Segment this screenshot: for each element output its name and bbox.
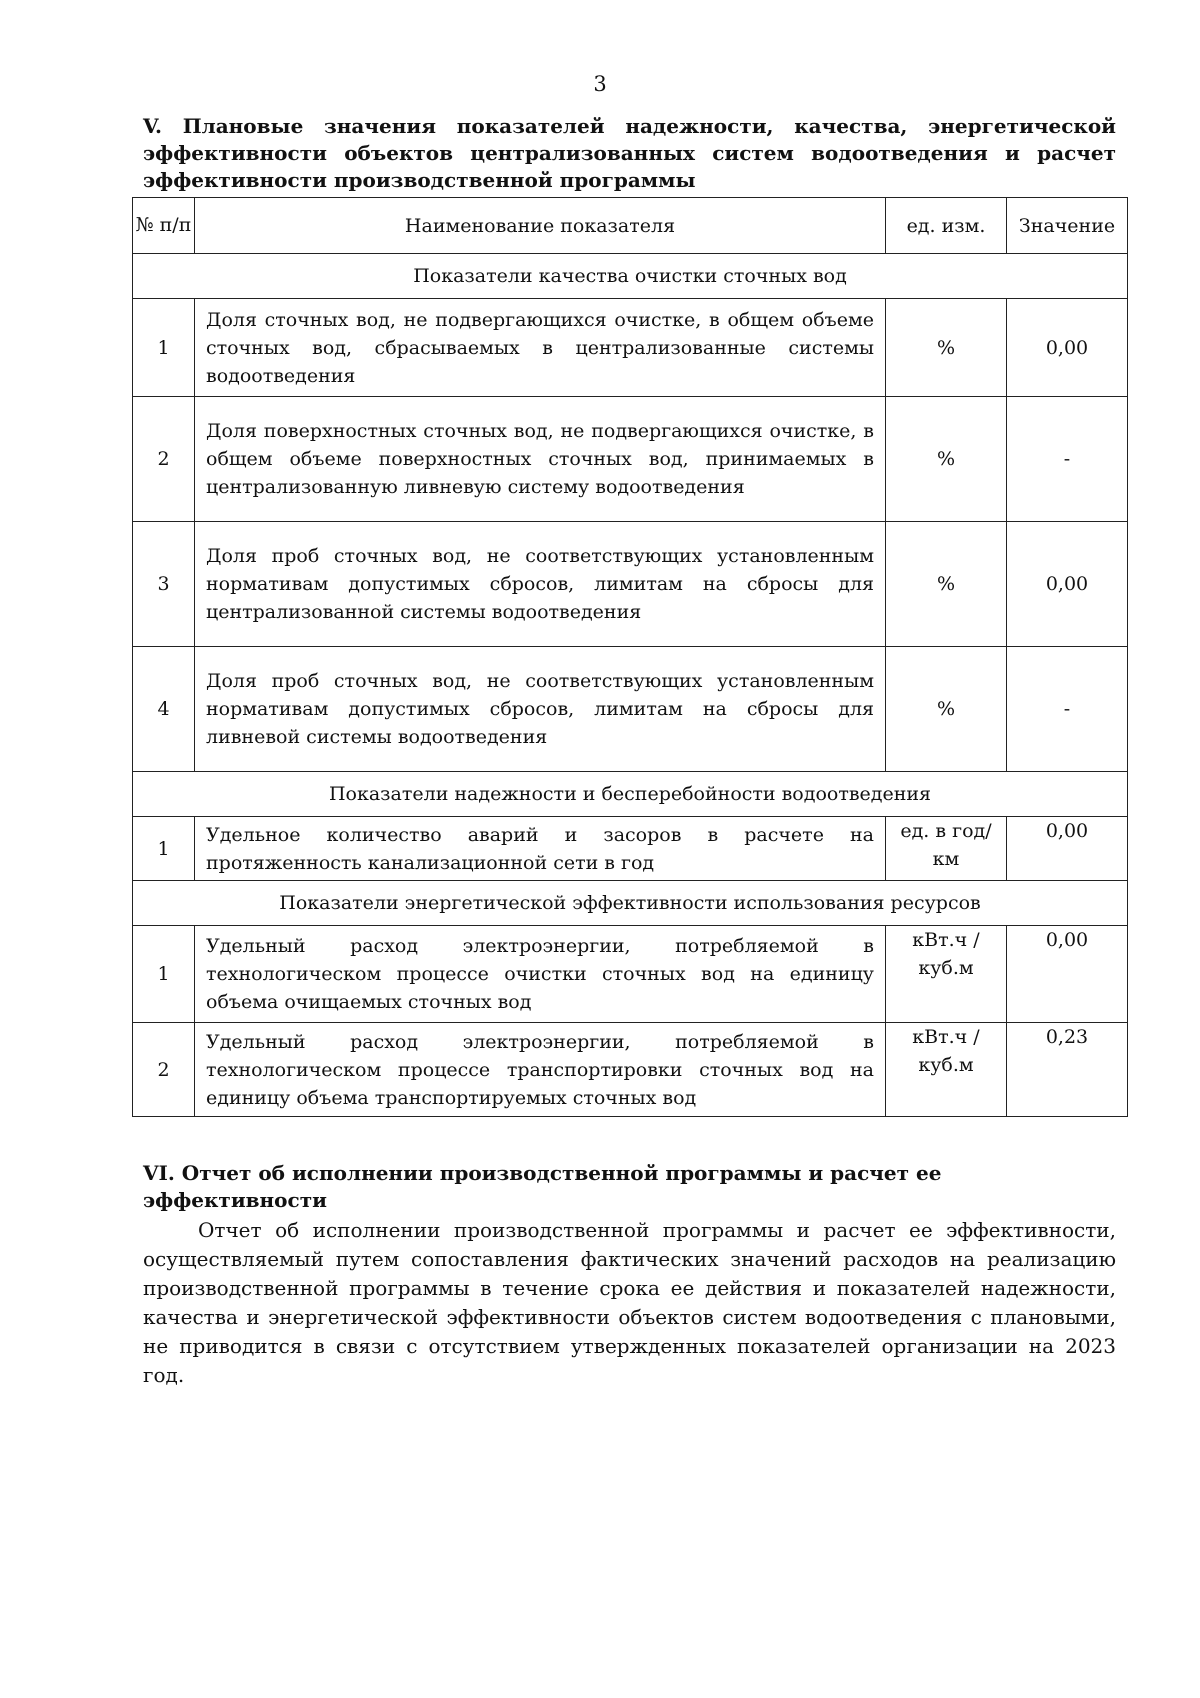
row-unit: кВт.ч / куб.м (886, 1023, 1007, 1117)
table-row (133, 522, 1128, 647)
row-value: 0,00 (1007, 926, 1128, 1023)
row-number: 1 (133, 299, 195, 397)
row-unit: % (886, 299, 1007, 397)
row-value: 0,00 (1007, 522, 1128, 647)
header-number: № п/п (133, 198, 195, 254)
row-number: 2 (133, 1023, 195, 1117)
row-number: 4 (133, 647, 195, 772)
row-indicator-name: Доля поверхностных сточных вод, не подвергающихся очистке, в общем объеме поверхностных сточных вод, принимаемых в централизованную ливневую систему водоотведения (195, 397, 886, 522)
row-indicator-name: Доля проб сточных вод, не соответствующих установленным нормативам допустимых сбросов, лимитам на сбросы для централизованной системы водоотведения (195, 522, 886, 647)
table-row (133, 926, 1128, 1023)
row-value: - (1007, 647, 1128, 772)
indicators-table (132, 197, 1128, 1117)
row-indicator-name: Удельный расход электроэнергии, потребляемой в технологическом процессе транспортировки сточных вод на единицу объема транспортируемых сточных вод (195, 1023, 886, 1117)
section-row-reliability (133, 772, 1128, 817)
row-unit: % (886, 522, 1007, 647)
row-unit: % (886, 647, 1007, 772)
table-header-row (133, 198, 1128, 254)
row-value: 0,00 (1007, 299, 1128, 397)
row-value: 0,00 (1007, 817, 1128, 881)
row-number: 3 (133, 522, 195, 647)
section-title: Показатели качества очистки сточных вод (133, 254, 1128, 299)
row-unit: ед. в год/ км (886, 817, 1007, 881)
row-unit: кВт.ч / куб.м (886, 926, 1007, 1023)
header-unit: ед. изм. (886, 198, 1007, 254)
table-row (133, 299, 1128, 397)
section-title: Показатели надежности и бесперебойности водоотведения (133, 772, 1128, 817)
row-number: 1 (133, 817, 195, 881)
table-row (133, 647, 1128, 772)
row-value: 0,23 (1007, 1023, 1128, 1117)
page-number: 3 (593, 72, 607, 96)
row-number: 1 (133, 926, 195, 1023)
row-indicator-name: Доля проб сточных вод, не соответствующих установленным нормативам допустимых сбросов, лимитам на сбросы для ливневой системы водоотведения (195, 647, 886, 772)
row-indicator-name: Удельный расход электроэнергии, потребляемой в технологическом процессе очистки сточных вод на единицу объема очищаемых сточных вод (195, 926, 886, 1023)
section-vi-title: VI. Отчет об исполнении производственной программы и расчет ее эффективности (143, 1161, 942, 1212)
section-row-energy (133, 881, 1128, 926)
table-row (133, 1023, 1128, 1117)
row-unit: % (886, 397, 1007, 522)
section-v-title: V. Плановые значения показателей надежности, качества, энергетической эффективности объектов централизованных систем водоотведения и расчет эффективности производственной программы (143, 114, 1116, 192)
row-indicator-name: Доля сточных вод, не подвергающихся очистке, в общем объеме сточных вод, сбрасываемых в централизованные системы водоотведения (195, 299, 886, 397)
section-row-quality (133, 254, 1128, 299)
table-row (133, 397, 1128, 522)
section-title: Показатели энергетической эффективности использования ресурсов (133, 881, 1128, 926)
row-indicator-name: Удельное количество аварий и засоров в расчете на протяженность канализационной сети в год (195, 817, 886, 881)
row-value: - (1007, 397, 1128, 522)
section-vi-paragraph: Отчет об исполнении производственной программы и расчет ее эффективности, осуществляемый путем сопоставления фактических значений расходов на реализацию производственной программы в течение срока ее действия и показателей надежности, качества и энергетической эффективности объектов систем водоотведения с плановыми, не приводится в связи с отсутствием утвержденных показателей организации на 2023 год. (143, 1218, 1116, 1387)
table-row (133, 817, 1128, 881)
header-indicator-name: Наименование показателя (195, 198, 886, 254)
header-value: Значение (1007, 198, 1128, 254)
row-number: 2 (133, 397, 195, 522)
